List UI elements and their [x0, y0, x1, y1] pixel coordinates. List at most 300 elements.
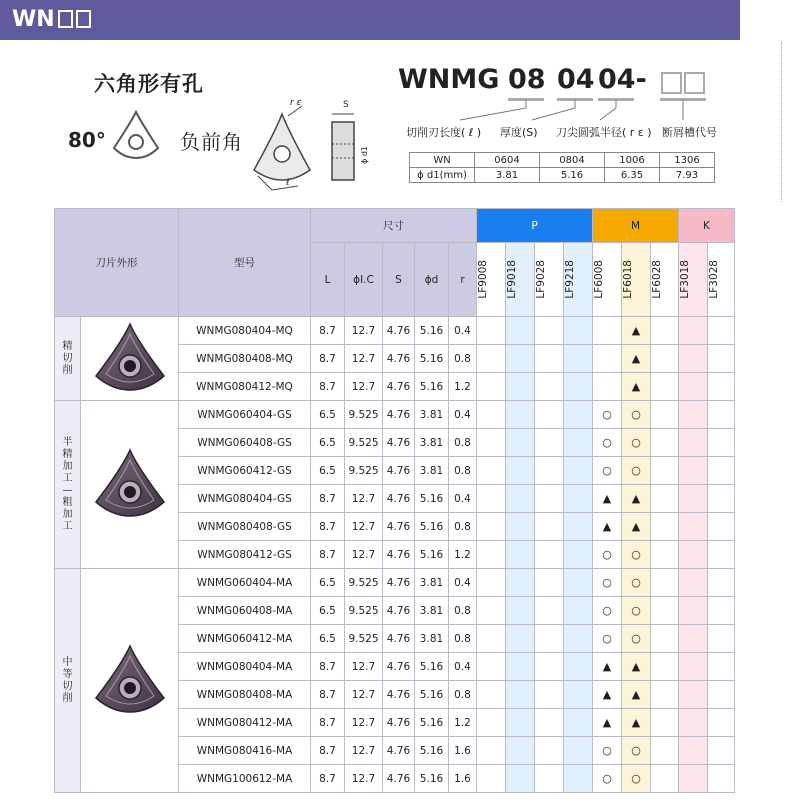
table-header-row [55, 209, 735, 243]
grade-mark [622, 485, 651, 513]
grade-mark [477, 513, 506, 541]
circle-mark-icon: ○ [602, 772, 612, 785]
grade-mark [708, 597, 735, 625]
cell-dim-s: 4.76 [383, 317, 415, 345]
circle-mark-icon: ○ [602, 576, 612, 589]
dim-l: ℓ [286, 178, 290, 188]
cell-dim-l: 8.7 [311, 681, 345, 709]
cell-dim-l: 6.5 [311, 457, 345, 485]
cell-dim-s: 4.76 [383, 401, 415, 429]
grade-mark [679, 345, 708, 373]
grade-mark [564, 401, 593, 429]
cell-dim-s: 4.76 [383, 457, 415, 485]
grade-mark [679, 597, 708, 625]
cell-model: WNMG080404-MA [179, 653, 311, 681]
grade-mark [679, 317, 708, 345]
spec-cell: 3.81 [475, 168, 540, 183]
grade-mark [651, 597, 679, 625]
cell-dim-s: 4.76 [383, 569, 415, 597]
grade-mark [564, 737, 593, 765]
grade-mark [679, 373, 708, 401]
cell-dim-r: 0.8 [449, 345, 477, 373]
category-text: 半精加工—粗加工 [62, 436, 73, 532]
grade-mark [708, 737, 735, 765]
grade-mark [506, 765, 535, 793]
grade-mark [593, 513, 622, 541]
grade-mark [535, 373, 564, 401]
grade-mark [593, 429, 622, 457]
cell-dim-l: 6.5 [311, 401, 345, 429]
cell-dim-l: 8.7 [311, 765, 345, 793]
grade-mark [564, 541, 593, 569]
placeholder-box [58, 10, 73, 28]
grade-mark [708, 373, 735, 401]
cell-dim-d: 3.81 [415, 457, 449, 485]
cell-dim-l: 8.7 [311, 345, 345, 373]
cell-dim-r: 1.6 [449, 737, 477, 765]
cell-dim-l: 8.7 [311, 317, 345, 345]
page-banner [0, 0, 740, 40]
cell-dim-d: 5.16 [415, 513, 449, 541]
cell-dim-ic: 12.7 [345, 345, 383, 373]
circle-mark-icon: ○ [631, 436, 641, 449]
code-seg1: 08 [508, 64, 546, 95]
caption-radius: 刀尖圆弧半径( r ε ) [556, 126, 652, 139]
cell-model: WNMG080408-MA [179, 681, 311, 709]
grade-mark [477, 765, 506, 793]
angle-label: 80° [68, 128, 106, 152]
cell-dim-l: 6.5 [311, 597, 345, 625]
grade-mark [679, 513, 708, 541]
spec-cell: 0604 [475, 153, 540, 168]
grade-mark [593, 597, 622, 625]
grade-mark [708, 401, 735, 429]
code-prefix: WNMG [398, 64, 500, 95]
cell-dim-r: 0.4 [449, 653, 477, 681]
grade-mark [679, 541, 708, 569]
grade-mark [651, 485, 679, 513]
grade-mark [535, 709, 564, 737]
table-row [55, 317, 735, 345]
grade-mark [506, 597, 535, 625]
grade-label: LF6008 [593, 260, 605, 299]
cell-dim-d: 5.16 [415, 737, 449, 765]
grade-mark [535, 541, 564, 569]
triangle-mark-icon: ▲ [602, 716, 612, 729]
cell-dim-l: 8.7 [311, 541, 345, 569]
grade-mark [593, 737, 622, 765]
grade-mark [679, 653, 708, 681]
grade-mark [679, 681, 708, 709]
cell-model: WNMG080412-MA [179, 709, 311, 737]
cell-model: WNMG060412-GS [179, 457, 311, 485]
triangle-mark-icon: ▲ [631, 352, 641, 365]
grade-mark [593, 345, 622, 373]
triangle-mark-icon: ▲ [602, 660, 612, 673]
cell-model: WNMG060408-MA [179, 597, 311, 625]
grade-mark [622, 737, 651, 765]
grade-mark [651, 457, 679, 485]
cell-model: WNMG060412-MA [179, 625, 311, 653]
cell-dim-s: 4.76 [383, 737, 415, 765]
grade-mark [593, 457, 622, 485]
grade-mark [708, 625, 735, 653]
insert-outline-icon [108, 108, 164, 164]
grade-mark [535, 737, 564, 765]
spec-cell: 6.35 [605, 168, 660, 183]
cell-dim-ic: 12.7 [345, 317, 383, 345]
grade-mark [651, 345, 679, 373]
grade-mark [477, 597, 506, 625]
cell-dim-d: 3.81 [415, 569, 449, 597]
cell-dim-ic: 12.7 [345, 681, 383, 709]
cell-model: WNMG080408-MQ [179, 345, 311, 373]
circle-mark-icon: ○ [602, 548, 612, 561]
grade-header [564, 243, 593, 317]
grade-mark [477, 709, 506, 737]
grade-mark [535, 401, 564, 429]
cell-dim-r: 0.8 [449, 625, 477, 653]
category-label [55, 569, 81, 793]
grade-header [506, 243, 535, 317]
grade-mark [708, 569, 735, 597]
dim-re: r ε [290, 98, 302, 108]
grade-header [679, 243, 708, 317]
cell-dim-s: 4.76 [383, 541, 415, 569]
banner-title: WN [12, 7, 55, 32]
circle-mark-icon: ○ [631, 464, 641, 477]
grade-mark [679, 429, 708, 457]
category-text: 精切削 [62, 340, 73, 376]
category-label [55, 401, 81, 569]
header-r: r [449, 243, 477, 317]
grade-mark [708, 513, 735, 541]
cell-dim-l: 6.5 [311, 625, 345, 653]
grade-mark [535, 653, 564, 681]
grade-mark [622, 429, 651, 457]
placeholder-box [76, 10, 91, 28]
cell-dim-s: 4.76 [383, 709, 415, 737]
grade-mark [535, 569, 564, 597]
header-group-k: K [679, 209, 735, 243]
cell-dim-d: 3.81 [415, 625, 449, 653]
insert-dimension-icon [248, 100, 368, 196]
cell-model: WNMG080412-GS [179, 541, 311, 569]
spec-cell: 0804 [540, 153, 605, 168]
cell-dim-d: 3.81 [415, 597, 449, 625]
spec-row [410, 168, 715, 183]
grade-mark [593, 373, 622, 401]
cell-dim-d: 5.16 [415, 681, 449, 709]
cell-dim-l: 6.5 [311, 569, 345, 597]
cell-dim-d: 5.16 [415, 345, 449, 373]
cell-dim-d: 5.16 [415, 765, 449, 793]
cell-dim-r: 0.8 [449, 597, 477, 625]
grade-mark [593, 569, 622, 597]
grade-mark [622, 625, 651, 653]
cell-dim-l: 8.7 [311, 737, 345, 765]
caption-length: 切削刃长度( ℓ ) [406, 126, 482, 139]
grade-mark [506, 429, 535, 457]
cell-model: WNMG080416-MA [179, 737, 311, 765]
spec-cell: ϕ d1(mm) [410, 168, 475, 183]
cell-dim-d: 5.16 [415, 709, 449, 737]
grade-mark [593, 653, 622, 681]
spec-table [409, 152, 715, 183]
cell-dim-s: 4.76 [383, 513, 415, 541]
cell-dim-ic: 12.7 [345, 765, 383, 793]
grade-label: LF9008 [477, 260, 489, 299]
code-seg2: 04 [557, 64, 595, 95]
grade-mark [651, 373, 679, 401]
grade-mark [477, 317, 506, 345]
spec-row [410, 153, 715, 168]
spec-cell: 1306 [660, 153, 715, 168]
cell-dim-s: 4.76 [383, 653, 415, 681]
header-l: L [311, 243, 345, 317]
grade-mark [564, 681, 593, 709]
triangle-mark-icon: ▲ [631, 324, 641, 337]
cell-model: WNMG060404-MA [179, 569, 311, 597]
grade-label: LF3028 [708, 260, 720, 299]
cell-dim-ic: 9.525 [345, 569, 383, 597]
cell-dim-ic: 9.525 [345, 625, 383, 653]
grade-mark [593, 401, 622, 429]
grade-mark [477, 485, 506, 513]
grade-header [593, 243, 622, 317]
grade-label: LF6018 [622, 260, 634, 299]
circle-mark-icon: ○ [602, 744, 612, 757]
grade-mark [564, 513, 593, 541]
grade-mark [506, 317, 535, 345]
cell-dim-s: 4.76 [383, 765, 415, 793]
grade-mark [622, 373, 651, 401]
grade-mark [622, 457, 651, 485]
cell-dim-r: 0.4 [449, 317, 477, 345]
grade-mark [477, 541, 506, 569]
cell-dim-l: 8.7 [311, 709, 345, 737]
grade-mark [651, 569, 679, 597]
grade-mark [564, 373, 593, 401]
grade-mark [506, 709, 535, 737]
grade-mark [535, 513, 564, 541]
spec-cell: 5.16 [540, 168, 605, 183]
grade-mark [651, 765, 679, 793]
grade-label: LF9018 [506, 260, 518, 299]
insert-image [81, 401, 179, 569]
grade-mark [477, 457, 506, 485]
grade-mark [535, 625, 564, 653]
cell-dim-d: 3.81 [415, 429, 449, 457]
grade-mark [564, 317, 593, 345]
grade-mark [477, 569, 506, 597]
spec-cell: 7.93 [660, 168, 715, 183]
cell-dim-ic: 9.525 [345, 597, 383, 625]
triangle-mark-icon: ▲ [631, 520, 641, 533]
header-d: ϕd [415, 243, 449, 317]
cell-dim-r: 0.8 [449, 513, 477, 541]
grade-mark [708, 457, 735, 485]
cell-dim-d: 3.81 [415, 401, 449, 429]
grade-mark [679, 625, 708, 653]
cell-dim-r: 1.2 [449, 709, 477, 737]
grade-mark [651, 317, 679, 345]
grade-mark [564, 709, 593, 737]
code-placeholder-box [661, 72, 682, 94]
grade-mark [477, 681, 506, 709]
grade-mark [622, 317, 651, 345]
grade-mark [506, 625, 535, 653]
cell-model: WNMG100612-MA [179, 765, 311, 793]
grade-mark [506, 541, 535, 569]
grade-mark [622, 765, 651, 793]
cell-dim-l: 8.7 [311, 485, 345, 513]
grade-mark [679, 485, 708, 513]
grade-mark [477, 653, 506, 681]
cell-dim-ic: 12.7 [345, 373, 383, 401]
grade-mark [622, 541, 651, 569]
cell-dim-s: 4.76 [383, 597, 415, 625]
triangle-mark-icon: ▲ [602, 688, 612, 701]
grade-mark [708, 653, 735, 681]
cell-dim-r: 0.8 [449, 429, 477, 457]
grade-mark [535, 429, 564, 457]
grade-header [622, 243, 651, 317]
cell-dim-s: 4.76 [383, 681, 415, 709]
grade-mark [564, 569, 593, 597]
header-ic: ϕI.C [345, 243, 383, 317]
grade-mark [593, 765, 622, 793]
grade-mark [622, 513, 651, 541]
grade-mark [506, 345, 535, 373]
grade-mark [593, 625, 622, 653]
grade-mark [564, 597, 593, 625]
grade-mark [651, 541, 679, 569]
grade-mark [622, 681, 651, 709]
grade-mark [477, 429, 506, 457]
circle-mark-icon: ○ [631, 604, 641, 617]
grade-mark [506, 569, 535, 597]
cell-dim-ic: 9.525 [345, 429, 383, 457]
header-size: 尺寸 [311, 209, 477, 243]
grade-mark [679, 709, 708, 737]
cell-dim-d: 5.16 [415, 653, 449, 681]
header-shape: 刀片外形 [55, 209, 179, 317]
grade-mark [708, 681, 735, 709]
grade-mark [593, 709, 622, 737]
grade-mark [535, 485, 564, 513]
grade-mark [477, 345, 506, 373]
rake-label: 负前角 [180, 130, 243, 154]
cell-dim-r: 1.2 [449, 373, 477, 401]
cell-dim-ic: 12.7 [345, 485, 383, 513]
cell-model: WNMG080404-MQ [179, 317, 311, 345]
circle-mark-icon: ○ [602, 604, 612, 617]
grade-mark [651, 625, 679, 653]
grade-mark [622, 401, 651, 429]
grade-mark [564, 625, 593, 653]
cell-model: WNMG080404-GS [179, 485, 311, 513]
circle-mark-icon: ○ [602, 632, 612, 645]
cell-dim-l: 6.5 [311, 429, 345, 457]
grade-mark [593, 541, 622, 569]
grade-mark [593, 681, 622, 709]
grade-mark [622, 597, 651, 625]
grade-mark [679, 569, 708, 597]
cell-dim-ic: 12.7 [345, 737, 383, 765]
header-group-m: M [593, 209, 679, 243]
grade-mark [622, 345, 651, 373]
grade-mark [564, 653, 593, 681]
cell-dim-d: 5.16 [415, 373, 449, 401]
cell-dim-l: 8.7 [311, 513, 345, 541]
grade-mark [506, 737, 535, 765]
grade-mark [477, 401, 506, 429]
cell-dim-d: 5.16 [415, 317, 449, 345]
code-seg3: 04- [598, 64, 647, 95]
cell-dim-r: 0.8 [449, 681, 477, 709]
grade-mark [564, 457, 593, 485]
triangle-mark-icon: ▲ [631, 716, 641, 729]
grade-mark [477, 373, 506, 401]
caption-chip: 断屑槽代号 [662, 126, 717, 139]
cell-dim-l: 8.7 [311, 373, 345, 401]
grade-mark [506, 513, 535, 541]
grade-mark [593, 317, 622, 345]
grade-label: LF9028 [535, 260, 547, 299]
dim-s: S [343, 100, 349, 110]
grade-mark [477, 737, 506, 765]
cell-dim-ic: 9.525 [345, 401, 383, 429]
grade-mark [506, 681, 535, 709]
cell-model: WNMG080408-GS [179, 513, 311, 541]
grade-header [708, 243, 735, 317]
grade-mark [506, 373, 535, 401]
category-text: 中等切削 [62, 656, 73, 704]
cell-model: WNMG060408-GS [179, 429, 311, 457]
grade-mark [506, 401, 535, 429]
grade-mark [651, 737, 679, 765]
circle-mark-icon: ○ [631, 548, 641, 561]
grade-mark [506, 457, 535, 485]
grade-mark [708, 709, 735, 737]
circle-mark-icon: ○ [602, 408, 612, 421]
cell-dim-s: 4.76 [383, 625, 415, 653]
triangle-mark-icon: ▲ [631, 492, 641, 505]
grade-mark [506, 485, 535, 513]
cell-dim-s: 4.76 [383, 429, 415, 457]
cell-dim-r: 1.6 [449, 765, 477, 793]
grade-mark [622, 569, 651, 597]
circle-mark-icon: ○ [631, 744, 641, 757]
cell-dim-ic: 12.7 [345, 709, 383, 737]
grade-mark [535, 681, 564, 709]
grade-mark [535, 597, 564, 625]
cell-dim-d: 5.16 [415, 485, 449, 513]
grade-header [477, 243, 506, 317]
header-group-p: P [477, 209, 593, 243]
insert-image [81, 317, 179, 401]
product-table [54, 208, 735, 793]
grade-mark [708, 317, 735, 345]
table-row [55, 401, 735, 429]
cell-dim-s: 4.76 [383, 345, 415, 373]
grade-mark [708, 345, 735, 373]
grade-label: LF6028 [651, 260, 663, 299]
circle-mark-icon: ○ [602, 464, 612, 477]
grade-mark [622, 653, 651, 681]
grade-mark [535, 457, 564, 485]
